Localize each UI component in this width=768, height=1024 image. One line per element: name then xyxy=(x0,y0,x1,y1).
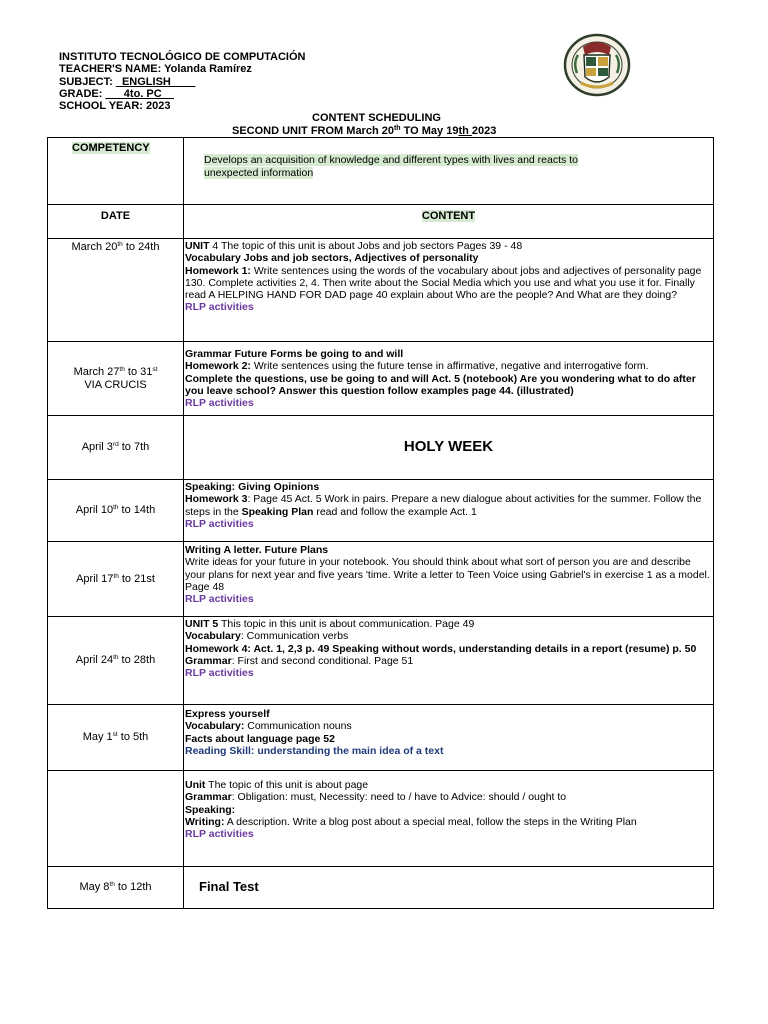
unit-line: Unit The topic of this unit is about page xyxy=(185,779,369,791)
document-header xyxy=(59,51,305,112)
grammar-line: Grammar: Obligation: must, Necessity: need to / have to Advice: should / ought to xyxy=(185,791,567,804)
title-line-2: SECOND UNIT FROM March 20th TO May 19th 2023 xyxy=(232,125,497,137)
date-column-header: DATE xyxy=(48,205,184,239)
grade-line: GRADE: ___4to. PC__ xyxy=(59,87,174,100)
row-date-empty xyxy=(48,771,184,867)
schedule-row xyxy=(48,542,714,617)
row-content xyxy=(184,480,714,542)
competency-label-cell xyxy=(48,138,184,205)
writing-line: Writing: A description. Write a blog post about a special meal, follow the steps in the Writing Plan xyxy=(185,815,637,828)
unit-line: UNIT 5 This topic in this unit is about communication. Page 49 xyxy=(185,618,475,630)
rlp-activities: RLP activities xyxy=(185,301,254,314)
row-content xyxy=(184,342,714,416)
vocabulary-line: Vocabulary Jobs and job sectors, Adjectives of personality xyxy=(185,252,479,265)
row-date: April 10th to 14th xyxy=(48,480,184,542)
row-date: April 3rd to 7th xyxy=(48,416,184,480)
schedule-row xyxy=(48,416,714,480)
rlp-activities: RLP activities xyxy=(185,667,254,680)
row-date: March 20th to 24th xyxy=(48,239,184,342)
column-header-row xyxy=(48,205,714,239)
homework-line: Homework 4: Act. 1, 2,3 p. 49 Speaking without words, understanding details in a report (resume) p. 50 xyxy=(185,642,697,655)
content-column-header: CONTENT xyxy=(184,205,714,239)
grammar-line: Grammar: First and second conditional. Page 51 xyxy=(185,654,414,667)
holy-week-label: HOLY WEEK xyxy=(184,416,714,480)
row-content xyxy=(184,542,714,617)
competency-text-cell xyxy=(184,138,714,205)
row-date: May 8th to 12th xyxy=(48,867,184,909)
institute-name: INSTITUTO TECNOLÓGICO DE COMPUTACIÓN xyxy=(59,51,306,63)
row-content xyxy=(184,705,714,771)
rlp-activities: RLP activities xyxy=(185,593,254,606)
row-date: April 24th to 28th xyxy=(48,617,184,705)
rlp-activities: RLP activities xyxy=(185,517,254,530)
schedule-row xyxy=(48,239,714,342)
schedule-row xyxy=(48,342,714,416)
competency-text: Develops an acquisition of knowledge and different types with lives and reacts to unexpected information xyxy=(204,154,578,179)
row-content xyxy=(184,239,714,342)
homework-line: Homework 1: Write sentences using the words of the vocabulary about jobs and adjectives of personality page 130. Complete activities 2, 4. Then write about the Social Media which you use and what you use it for. Finally read A HELPING HAND FOR DAD page 40 explain about Who are the people? And What are they doing? xyxy=(185,264,702,302)
speaking-line: Speaking: Giving Opinions xyxy=(185,481,320,493)
row-date: May 1st to 5th xyxy=(48,705,184,771)
teacher-name: TEACHER'S NAME: Yolanda Ramírez xyxy=(59,63,252,76)
facts-line: Facts about language page 52 xyxy=(185,732,335,745)
schedule-row xyxy=(48,480,714,542)
writing-line: Writing A letter. Future Plans xyxy=(185,544,329,556)
row-content xyxy=(184,617,714,705)
row-date: March 27th to 31st VIA CRUCIS xyxy=(48,342,184,416)
schedule-row xyxy=(48,771,714,867)
row-content xyxy=(184,771,714,867)
vocabulary-line: Vocabulary: Communication nouns xyxy=(185,720,352,733)
row-date: April 17th to 21st xyxy=(48,542,184,617)
schedule-row xyxy=(48,705,714,771)
reading-skill-line: Reading Skill: understanding the main idea of a text xyxy=(185,744,444,757)
final-test-label: Final Test xyxy=(184,867,714,909)
unit-line: UNIT 4 The topic of this unit is about Jobs and job sectors Pages 39 - 48 xyxy=(185,240,523,252)
competency-row xyxy=(48,138,714,205)
questions-line: Complete the questions, use be going to and will Act. 5 (notebook) Are you wondering what to do after you leave school? Answer this question follow examples page 44. (illustrated) xyxy=(185,372,696,397)
writing-instructions: Write ideas for your future in your notebook. You should think about what sort of person you are and describe your plans for next year and five years 'time. Write a letter to Teen Voice using Gabriel's in exercise 1 as a model. Page 48 xyxy=(185,556,710,593)
vocabulary-line: Vocabulary: Communication verbs xyxy=(185,630,349,643)
grammar-line: Grammar Future Forms be going to and will xyxy=(185,348,404,360)
rlp-activities: RLP activities xyxy=(185,397,254,410)
school-year: SCHOOL YEAR: 2023 xyxy=(59,100,171,113)
schedule-row xyxy=(48,867,714,909)
homework-line: Homework 3: Page 45 Act. 5 Work in pairs. Prepare a new dialogue about activities for the summer. Follow the steps in the Speaking Plan read and follow the example Act. 1 xyxy=(185,493,702,518)
title-line-1: CONTENT SCHEDULING xyxy=(312,112,441,124)
school-crest-icon xyxy=(563,33,631,97)
express-yourself-line: Express yourself xyxy=(185,708,270,720)
speaking-line: Speaking: xyxy=(185,803,236,816)
homework-line: Homework 2: Write sentences using the future tense in affirmative, negative and interrogative form. xyxy=(185,360,649,373)
competency-label: COMPETENCY xyxy=(72,142,150,154)
rlp-activities: RLP activities xyxy=(185,828,254,841)
schedule-table xyxy=(47,137,714,909)
schedule-row xyxy=(48,617,714,705)
subject-line: SUBJECT: _ENGLISH____ xyxy=(59,75,196,88)
